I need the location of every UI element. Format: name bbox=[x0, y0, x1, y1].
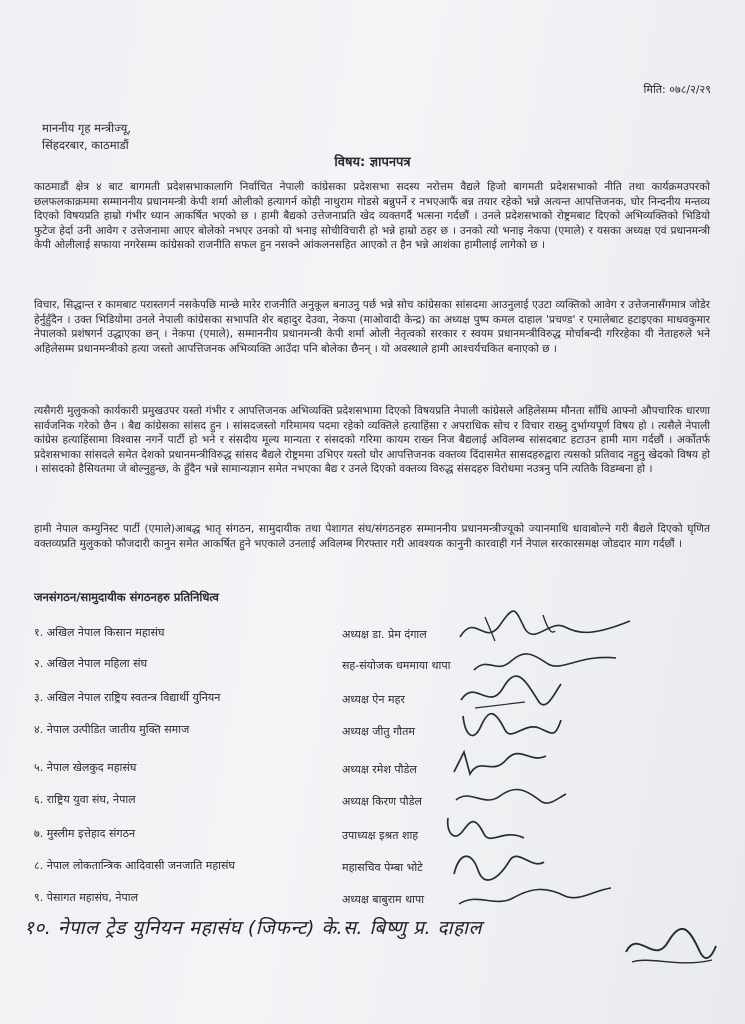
signatories-heading: जनसंगठन/सामुदायीक संगठनहरु प्रतिनिधित्व bbox=[34, 590, 219, 604]
signatory-title: महासचिव पेम्बा भोटे bbox=[342, 861, 423, 874]
signatory-title: अध्यक्ष जीतु गौतम bbox=[342, 725, 415, 738]
signatory-row bbox=[0, 690, 745, 718]
signature-image bbox=[620, 922, 720, 974]
signatory-title: अध्यक्ष ऐन महर bbox=[342, 693, 405, 706]
signatory-title: अध्यक्ष बाबुराम थापा bbox=[342, 893, 425, 906]
org-name: ७. मुस्लीम इत्तेहाद संगठन bbox=[34, 827, 136, 840]
signatory-title: सह-संयोजक धममाया थापा bbox=[342, 659, 451, 672]
org-name: ५. नेपाल खेलकुद महासंघ bbox=[34, 761, 137, 774]
signatory-row bbox=[0, 656, 745, 684]
date: मिति: ०७८/२/२९ bbox=[643, 83, 711, 96]
signatory-row bbox=[0, 722, 745, 750]
org-name: ३. अखिल नेपाल राष्ट्रिय स्वतन्त्र विद्यार्थी युनियन bbox=[34, 691, 221, 704]
addressee-block bbox=[42, 120, 131, 154]
org-name: ४. नेपाल उत्पीडित जातीय मुक्ति समाज bbox=[34, 723, 190, 736]
org-name: २. अखिल नेपाल महिला संघ bbox=[34, 657, 148, 670]
subject-heading: विषय: ज्ञापनपत्र bbox=[334, 155, 411, 170]
signatory-row bbox=[0, 792, 745, 820]
signatory-row bbox=[0, 760, 745, 788]
signature-image bbox=[455, 872, 615, 916]
paragraph: हामी नेपाल कम्युनिस्ट पार्टी (एमाले)आबद्ध भातृ संगठन, सामुदायीक तथा पेशागत संघ/संगठनहरु सम्माननीय प्रधानमन्त्रीज्यूको ज्यानमाथि धावाबोल्ने गरी बैद्यले दिएको घृणित वक्तव्यप्रति मुलुकको फौजदारी कानुन समेत आकर्षित हुने भएकाले उनलाई अविलम्ब गिरफ्तार गरी आवश्यक कानुनी कारवाही गर्न नेपाल सरकारसमक्ष जोडदार माग गर्दछौं । bbox=[34, 523, 710, 550]
signatory-row bbox=[0, 858, 745, 886]
paragraph: काठमाडौं क्षेत्र ४ बाट बागमती प्रदेशसभाकालागि निर्वाचित नेपाली कांग्रेसका प्रदेशसभा सदस्य नरोत्तम वैद्यले हिजो बागमती प्रदेशसभाको नीति तथा कार्यक्रमउपरको छलफलकाक्रममा सम्माननीय प्रधानमन्त्री केपी शर्मा ओलीको हत्यागर्न कोही नाथुराम गोडसे बन्नुपर्ने र नभएआफैं बन्न तयार रहेको भन्ने अत्यन्त आपत्तिजनक, घोर निन्दनीय मन्तव्य दिएको विषयप्रति हाम्रो गंभीर ध्यान आकर्षित भएको छ । हामी बैद्यको उत्तेजनाप्रति खेद व्यक्तगर्दै भत्सना गर्दछौं । उनले प्रदेशसभाको रोष्ट्रमबाट दिएको अभिव्यक्तिको भिडियो फुटेज हेर्दा उनी आवेग र उत्तेजनामा आएर बोलेको नभएर उनको यो भनाइ सोचीविचारी हो भन्ने हाम्रो ठहर छ । उनको त्यो भनाइ नेकपा (एमाले) र यसका अध्यक्ष एवं प्रधानमन्त्री केपी ओलीलाई सफाया नगरेसम्म कांग्रेसको राजनीति सफल हुन नसक्ने आंकलनसहित आएको त हैन भन्ने आशंका हामीलाई लागेको छ । bbox=[34, 181, 710, 252]
signatory-row bbox=[0, 826, 745, 854]
signatory-title: अध्यक्ष किरण पौडेल bbox=[342, 795, 422, 808]
signatory-title: उपाध्यक्ष इश्रत शाह bbox=[342, 829, 419, 842]
org-name: ६. राष्ट्रिय युवा संघ, नेपाल bbox=[34, 793, 136, 806]
signatory-title: अध्यक्ष डा. प्रेम दंगाल bbox=[342, 628, 427, 641]
org-name: ९. पेसागत महासंघ, नेपाल bbox=[34, 891, 139, 904]
paragraph: त्यसैगरी मुलुकको कार्यकारी प्रमुखउपर यस्तो गंभीर र आपत्तिजनक अभिव्यक्ति प्रदेशसभामा दिएको विषयप्रति नेपाली कांग्रेसले अहिलेसम्म मौनता साँधि आफ्नो औपचारिक धारणा सार्वजनिक गरेको छैन । बैद्य कांग्रेसका सांसद हुन । सांसदजस्तो गरिमामय पदमा रहेको व्यक्तिले हत्याहिंसा र अपराधिक सोच र विचार राख्नु दुर्भाग्यपूर्ण विषय हो । त्यसैले नेपाली कांग्रेस हत्याहिंसामा विश्वास नगर्ने पार्टी हो भने र संसदीय मूल्य मान्यता र संसदको गरिमा कायम राख्न निज बैद्यलाई अविलम्ब सांसदबाट हटाउन हामी माग गर्दछौं । अर्कोतर्फ प्रदेशसभाका सांसदले समेत देशको प्रधानमन्त्रीविरुद्ध सांसद बैद्यले रोष्ट्रममा उभिएर यस्तो घोर आपत्तिजनक वक्तव्य दिंदासमेत सासदहरुद्वारा त्यसको प्रतिवाद नहुनु खेदको विषय हो । सांसदको हैसियतमा जे बोल्नुहुन्छ, के हुँदैन भन्ने सामान्यज्ञान समेत नभएका बैद्य र उनले दिएको वक्तव्य विरुद्ध संसदहरु विरोधमा नउत्रनु पनि त्यतिकै विडम्बना हो । bbox=[34, 405, 710, 476]
handwritten-entry: १०. नेपाल ट्रेड युनियन महासंघ (जिफन्ट) के.स. बिष्णु प्र. दाहाल bbox=[24, 917, 482, 939]
org-name: ८. नेपाल लोकतान्त्रिक आदिवासी जनजाति महासंघ bbox=[34, 859, 235, 872]
org-name: १. अखिल नेपाल किसान महासंघ bbox=[34, 626, 165, 639]
signatory-row bbox=[0, 625, 745, 653]
signatory-title: अध्यक्ष रमेश पौडेल bbox=[342, 763, 417, 776]
addressee-location: सिंहदरबार, काठमाडौं bbox=[42, 138, 129, 152]
addressee-line: माननीय गृह मन्त्रीज्यू, bbox=[42, 121, 132, 135]
paragraph: विचार, सिद्धान्त र कामबाट परास्तगर्न नसकेपछि मान्छे मारेर राजनीति अनुकूल बनाउनु पर्छ भन्ने सोच कांग्रेसका सांसदमा आउनुलाई एउटा व्यक्तिको आवेग र उत्तेजनासँगमात्र जोडेर हेर्नुहुँदैन । उक्त भिडियोमा उनले नेपाली कांग्रेसका सभापति शेर बहादुर देउवा, नेकपा (माओवादी केन्द्र) का अध्यक्ष पुष्प कमल दाहाल 'प्रचण्ड' र एमालेबाट हटाइएका माधवकुमार नेपालको प्रशंषगर्न उद्धाएका छन् । नेकपा (एमाले), सम्माननीय प्रधानमन्त्री केपी शर्मा ओली नेतृत्वको सरकार र स्वयम प्रधानमन्त्रीविरुद्ध मोर्चाबन्दी गरिरहेका यी नेताहरुले भने अहिलेसम्म प्रधानमन्त्रीको हत्या जस्तो आपत्तिजनक अभिव्यक्ति आउँदा पनि बोलेका छैनन् । यो अवस्थाले हामी आश्चर्यचकित बनाएको छ । bbox=[34, 299, 710, 355]
